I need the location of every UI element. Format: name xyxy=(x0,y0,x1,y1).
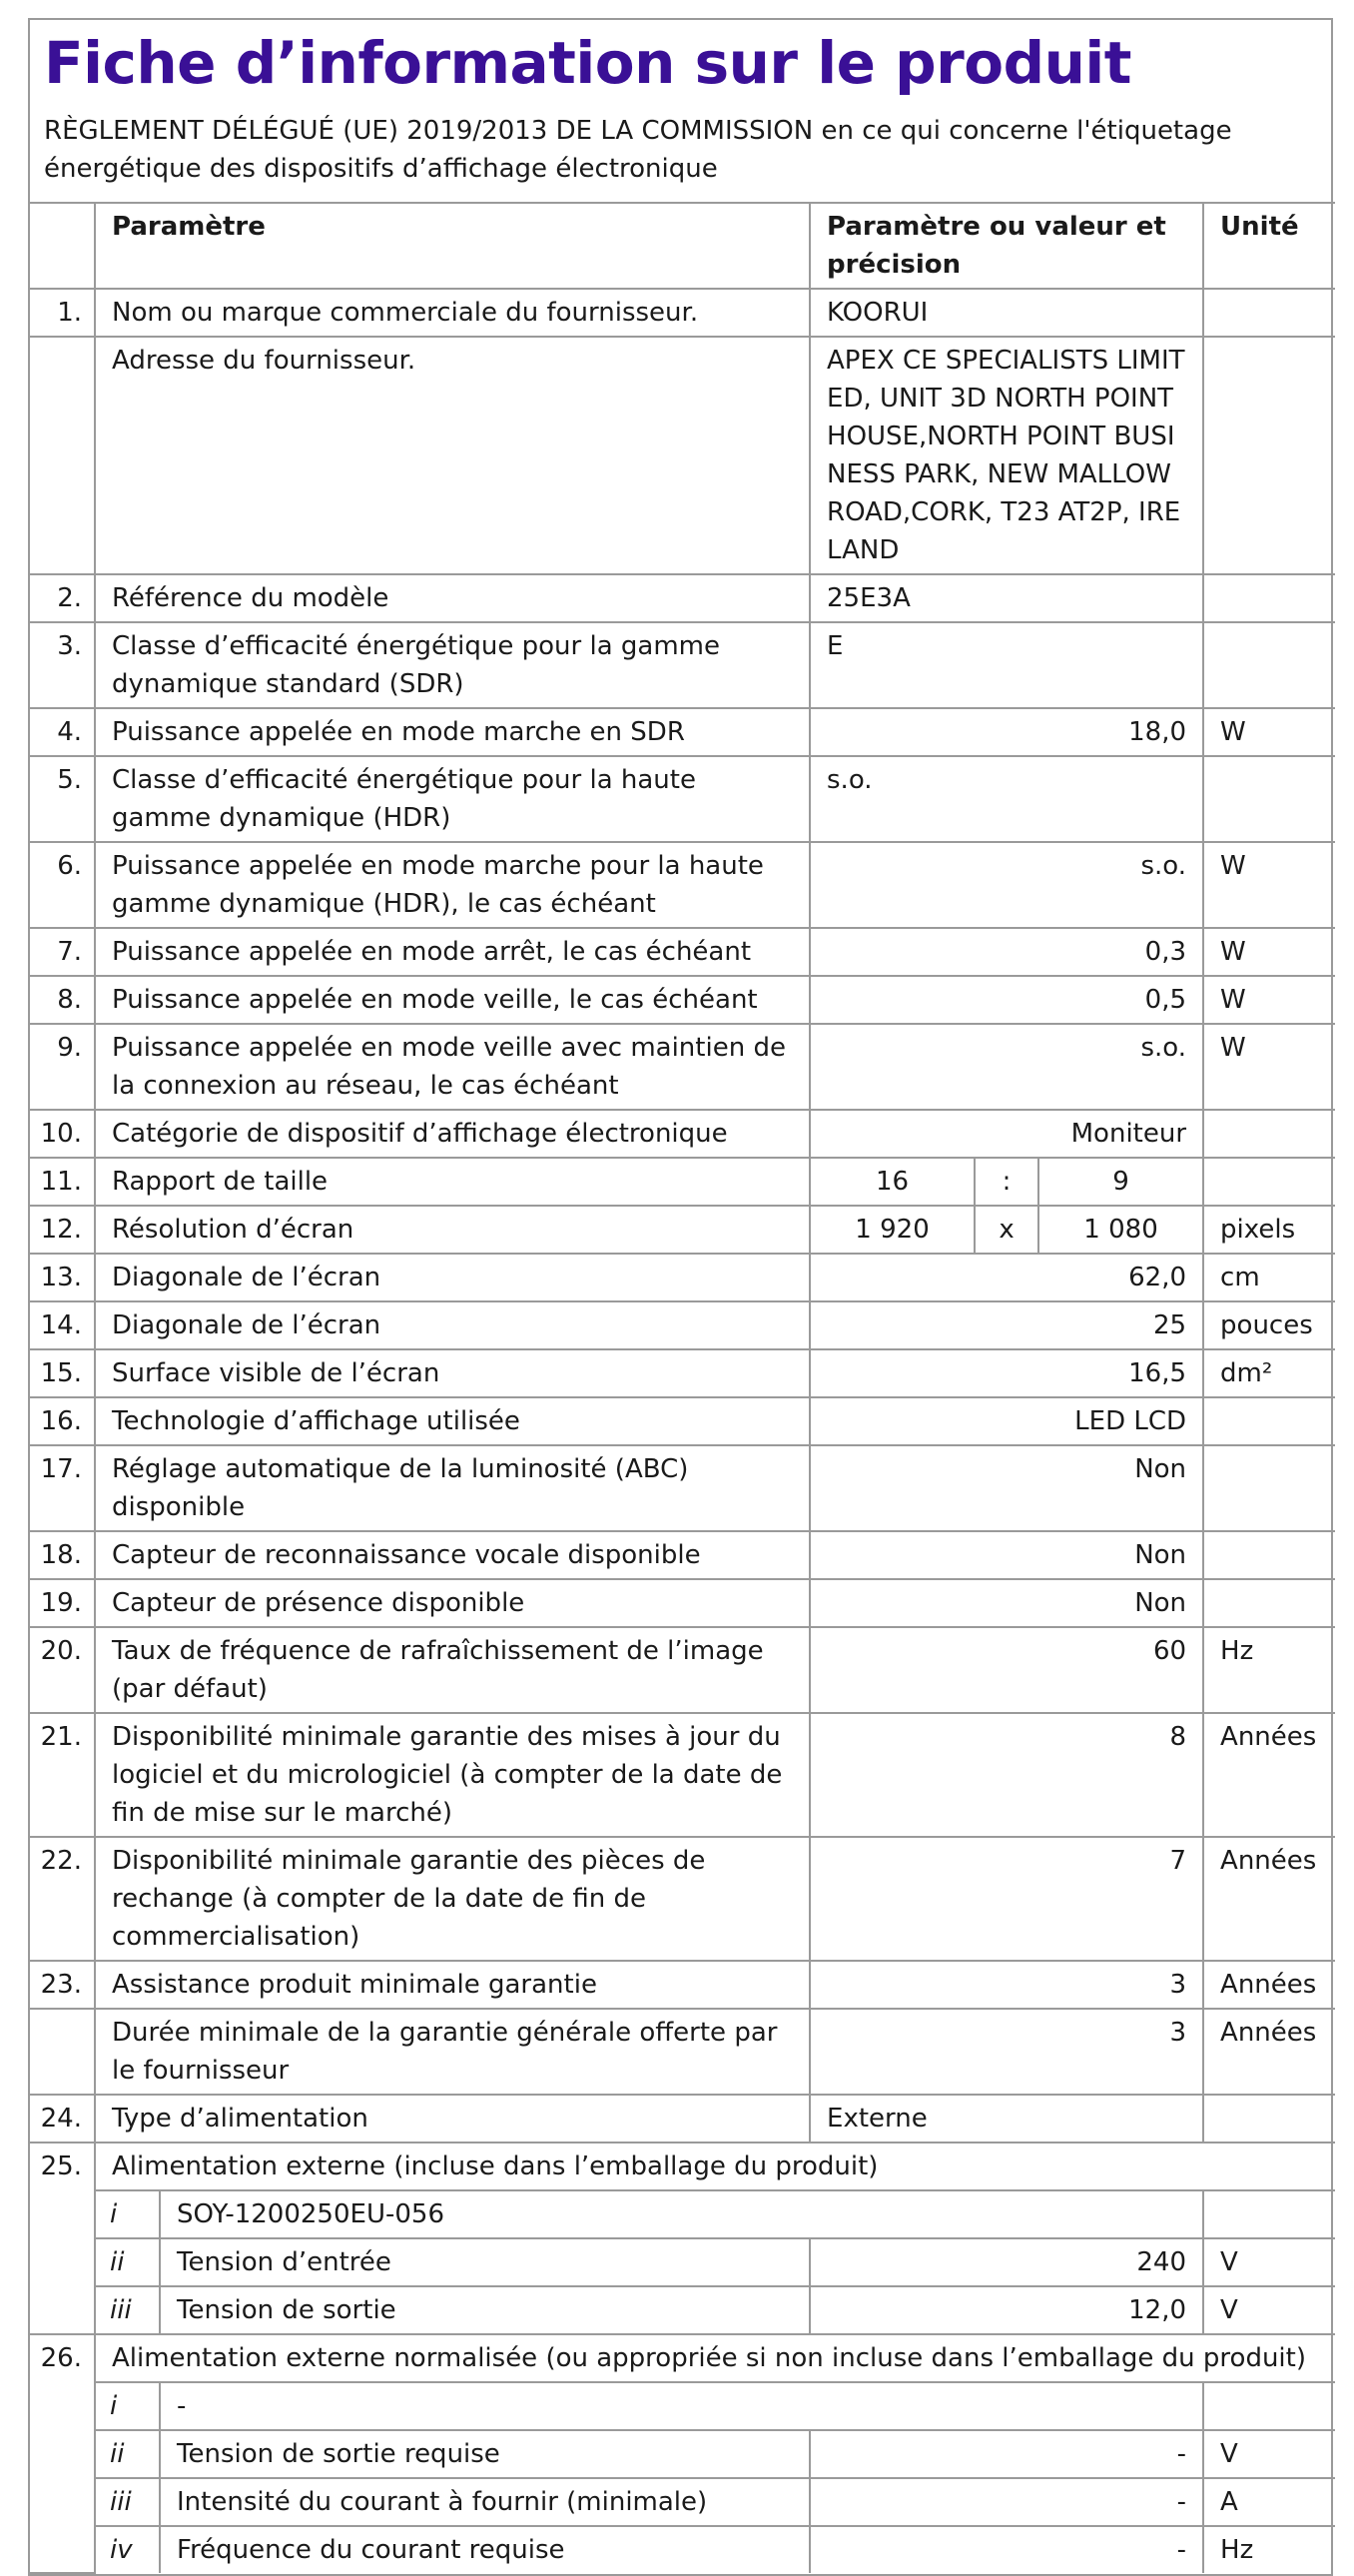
row-number xyxy=(30,2009,95,2095)
row-unit: W xyxy=(1203,976,1335,1024)
row-label: Technologie d’affichage utilisée xyxy=(95,1397,810,1445)
row-unit xyxy=(1203,1445,1335,1531)
row-number: 12. xyxy=(30,1206,95,1254)
table-row xyxy=(30,337,1335,574)
row-label: Diagonale de l’écran xyxy=(95,1254,810,1301)
sub-value: - xyxy=(810,2430,1203,2478)
row-unit xyxy=(1203,756,1335,842)
row-number: 25. xyxy=(30,2143,95,2334)
row-number: 24. xyxy=(30,2095,95,2143)
table-row xyxy=(30,574,1335,622)
table-row xyxy=(30,842,1335,928)
row-unit xyxy=(1203,622,1335,708)
row-value: Non xyxy=(810,1531,1203,1579)
row-label: Capteur de reconnaissance vocale disponible xyxy=(95,1531,810,1579)
row-label: Réglage automatique de la luminosité (ABC) disponible xyxy=(95,1445,810,1531)
row-unit xyxy=(1203,1158,1335,1206)
resolution-height: 1 080 xyxy=(1038,1206,1203,1254)
table-row xyxy=(30,1024,1335,1110)
product-info-table xyxy=(30,202,1335,2574)
row-label: Classe d’efficacité énergétique pour la gamme dynamique standard (SDR) xyxy=(95,622,810,708)
row-unit: Années xyxy=(1203,1837,1335,1961)
row-label: Classe d’efficacité énergétique pour la haute gamme dynamique (HDR) xyxy=(95,756,810,842)
row-unit: dm² xyxy=(1203,1349,1335,1397)
table-row xyxy=(30,708,1335,756)
row-number: 23. xyxy=(30,1961,95,2009)
regulation-subtitle: RÈGLEMENT DÉLÉGUÉ (UE) 2019/2013 DE LA COMMISSION en ce qui concerne l'étiquetage énergétique des dispositifs d’affichage électronique xyxy=(44,116,1232,184)
row-number: 26. xyxy=(30,2334,95,2573)
sub-value: - xyxy=(810,2478,1203,2526)
table-row xyxy=(30,1627,1335,1713)
row-number: 17. xyxy=(30,1445,95,1531)
sub-index: iii xyxy=(95,2478,160,2526)
sub-label: Tension de sortie xyxy=(160,2286,810,2334)
row-value: LED LCD xyxy=(810,1397,1203,1445)
table-row xyxy=(30,2334,1335,2382)
aspect-ratio-width: 16 xyxy=(810,1158,975,1206)
table-row xyxy=(30,1837,1335,1961)
table-subrow xyxy=(30,2430,1335,2478)
page-title: Fiche d’information sur le produit xyxy=(44,29,1132,97)
table-row xyxy=(30,1158,1335,1206)
table-row xyxy=(30,1301,1335,1349)
table-row xyxy=(30,622,1335,708)
sub-index: ii xyxy=(95,2238,160,2286)
sub-unit: V xyxy=(1203,2286,1335,2334)
sub-unit-empty xyxy=(1203,2190,1335,2238)
row-value: Externe xyxy=(810,2095,1203,2143)
row-label: Adresse du fournisseur. xyxy=(95,337,810,574)
table-row xyxy=(30,1349,1335,1397)
row-number: 20. xyxy=(30,1627,95,1713)
row-number: 7. xyxy=(30,928,95,976)
row-unit xyxy=(1203,2095,1335,2143)
sub-index: i xyxy=(95,2382,160,2430)
row-number: 13. xyxy=(30,1254,95,1301)
row-number: 16. xyxy=(30,1397,95,1445)
row-value: s.o. xyxy=(810,756,1203,842)
row-value: Non xyxy=(810,1445,1203,1531)
resolution-separator: x xyxy=(975,1206,1038,1254)
row-value: 62,0 xyxy=(810,1254,1203,1301)
header-value: Paramètre ou valeur et précision xyxy=(810,203,1203,289)
table-row xyxy=(30,1397,1335,1445)
table-row xyxy=(30,1110,1335,1158)
row-number: 10. xyxy=(30,1110,95,1158)
sub-unit: A xyxy=(1203,2478,1335,2526)
row-value: Moniteur xyxy=(810,1110,1203,1158)
resolution-width: 1 920 xyxy=(810,1206,975,1254)
row-label: Puissance appelée en mode veille avec maintien de la connexion au réseau, le cas échéant xyxy=(95,1024,810,1110)
row-label: Puissance appelée en mode marche en SDR xyxy=(95,708,810,756)
row-unit: pixels xyxy=(1203,1206,1335,1254)
header-unit: Unité xyxy=(1203,203,1335,289)
sub-unit: V xyxy=(1203,2238,1335,2286)
row-unit: Années xyxy=(1203,1713,1335,1837)
row-value: 3 xyxy=(810,1961,1203,2009)
table-row xyxy=(30,1206,1335,1254)
row-label: Nom ou marque commerciale du fournisseur. xyxy=(95,289,810,337)
row-label: Résolution d’écran xyxy=(95,1206,810,1254)
row-unit xyxy=(1203,1531,1335,1579)
sub-index: i xyxy=(95,2190,160,2238)
sub-label: Tension d’entrée xyxy=(160,2238,810,2286)
row-label: Type d’alimentation xyxy=(95,2095,810,2143)
row-number: 14. xyxy=(30,1301,95,1349)
table-row xyxy=(30,289,1335,337)
table-row xyxy=(30,1713,1335,1837)
table-row xyxy=(30,976,1335,1024)
sub-unit-empty xyxy=(1203,2382,1335,2430)
sub-unit: Hz xyxy=(1203,2526,1335,2573)
table-subrow xyxy=(30,2478,1335,2526)
row-number: 1. xyxy=(30,289,95,337)
table-row xyxy=(30,1961,1335,2009)
table-row xyxy=(30,928,1335,976)
table-row xyxy=(30,1254,1335,1301)
row-unit xyxy=(1203,1110,1335,1158)
row-label: Alimentation externe (incluse dans l’emballage du produit) xyxy=(95,2143,1335,2190)
table-row xyxy=(30,1531,1335,1579)
table-subrow xyxy=(30,2382,1335,2430)
sub-label: Intensité du courant à fournir (minimale) xyxy=(160,2478,810,2526)
row-unit xyxy=(1203,337,1335,574)
row-unit xyxy=(1203,574,1335,622)
sub-label: SOY-1200250EU-056 xyxy=(160,2190,1203,2238)
row-value: s.o. xyxy=(810,842,1203,928)
sub-index: ii xyxy=(95,2430,160,2478)
row-value: APEX CE SPECIALISTS LIMITED, UNIT 3D NORTH POINT HOUSE,NORTH POINT BUSINESS PARK, NEW MALLOW ROAD,CORK, T23 AT2P, IRELAND xyxy=(810,337,1203,574)
aspect-ratio-height: 9 xyxy=(1038,1158,1203,1206)
header-param: Paramètre xyxy=(95,203,810,289)
row-unit xyxy=(1203,1579,1335,1627)
table-row xyxy=(30,2095,1335,2143)
row-label: Disponibilité minimale garantie des pièces de rechange (à compter de la date de fin de commercialisation) xyxy=(95,1837,810,1961)
sub-label: Tension de sortie requise xyxy=(160,2430,810,2478)
sub-unit: V xyxy=(1203,2430,1335,2478)
row-number: 19. xyxy=(30,1579,95,1627)
table-subrow xyxy=(30,2190,1335,2238)
row-number: 6. xyxy=(30,842,95,928)
row-value: 25 xyxy=(810,1301,1203,1349)
row-value: 8 xyxy=(810,1713,1203,1837)
table-subrow xyxy=(30,2286,1335,2334)
row-label: Catégorie de dispositif d’affichage électronique xyxy=(95,1110,810,1158)
row-unit: W xyxy=(1203,928,1335,976)
table-row xyxy=(30,1445,1335,1531)
row-unit xyxy=(1203,289,1335,337)
row-value: 3 xyxy=(810,2009,1203,2095)
row-number: 3. xyxy=(30,622,95,708)
row-value: Non xyxy=(810,1579,1203,1627)
table-subrow xyxy=(30,2238,1335,2286)
row-unit: W xyxy=(1203,842,1335,928)
row-number xyxy=(30,337,95,574)
row-label: Puissance appelée en mode arrêt, le cas échéant xyxy=(95,928,810,976)
row-number: 4. xyxy=(30,708,95,756)
row-unit: pouces xyxy=(1203,1301,1335,1349)
row-label: Alimentation externe normalisée (ou appropriée si non incluse dans l’emballage du produit) xyxy=(95,2334,1335,2382)
row-label: Taux de fréquence de rafraîchissement de l’image (par défaut) xyxy=(95,1627,810,1713)
product-information-sheet xyxy=(28,18,1333,2576)
table-row xyxy=(30,2009,1335,2095)
row-label: Rapport de taille xyxy=(95,1158,810,1206)
sub-label: - xyxy=(160,2382,1203,2430)
row-label: Capteur de présence disponible xyxy=(95,1579,810,1627)
row-value: 0,5 xyxy=(810,976,1203,1024)
row-unit: W xyxy=(1203,708,1335,756)
table-header-row xyxy=(30,203,1335,289)
table-row xyxy=(30,1579,1335,1627)
row-unit: cm xyxy=(1203,1254,1335,1301)
row-label: Surface visible de l’écran xyxy=(95,1349,810,1397)
row-label: Référence du modèle xyxy=(95,574,810,622)
sub-index: iii xyxy=(95,2286,160,2334)
row-number: 15. xyxy=(30,1349,95,1397)
row-unit: Années xyxy=(1203,1961,1335,2009)
row-value: E xyxy=(810,622,1203,708)
row-unit xyxy=(1203,1397,1335,1445)
aspect-ratio-separator: : xyxy=(975,1158,1038,1206)
sub-value: 12,0 xyxy=(810,2286,1203,2334)
row-number: 22. xyxy=(30,1837,95,1961)
row-number: 5. xyxy=(30,756,95,842)
row-value: 18,0 xyxy=(810,708,1203,756)
row-label: Disponibilité minimale garantie des mises à jour du logiciel et du micrologiciel (à compter de la date de fin de mise sur le marché) xyxy=(95,1713,810,1837)
row-unit: W xyxy=(1203,1024,1335,1110)
row-value: s.o. xyxy=(810,1024,1203,1110)
row-value: 60 xyxy=(810,1627,1203,1713)
row-number: 18. xyxy=(30,1531,95,1579)
sub-value: - xyxy=(810,2526,1203,2573)
row-value: KOORUI xyxy=(810,289,1203,337)
row-unit: Années xyxy=(1203,2009,1335,2095)
row-value: 25E3A xyxy=(810,574,1203,622)
row-label: Assistance produit minimale garantie xyxy=(95,1961,810,2009)
row-number: 9. xyxy=(30,1024,95,1110)
row-number: 8. xyxy=(30,976,95,1024)
sub-index: iv xyxy=(95,2526,160,2573)
row-label: Puissance appelée en mode veille, le cas échéant xyxy=(95,976,810,1024)
row-value: 16,5 xyxy=(810,1349,1203,1397)
row-label: Durée minimale de la garantie générale offerte par le fournisseur xyxy=(95,2009,810,2095)
table-row xyxy=(30,756,1335,842)
row-number: 21. xyxy=(30,1713,95,1837)
header-num-cell xyxy=(30,203,95,289)
sub-label: Fréquence du courant requise xyxy=(160,2526,810,2573)
row-label: Diagonale de l’écran xyxy=(95,1301,810,1349)
row-unit: Hz xyxy=(1203,1627,1335,1713)
row-number: 2. xyxy=(30,574,95,622)
table-subrow xyxy=(30,2526,1335,2573)
row-value: 0,3 xyxy=(810,928,1203,976)
row-label: Puissance appelée en mode marche pour la haute gamme dynamique (HDR), le cas échéant xyxy=(95,842,810,928)
row-number: 11. xyxy=(30,1158,95,1206)
table-row xyxy=(30,2143,1335,2190)
sub-value: 240 xyxy=(810,2238,1203,2286)
row-value: 7 xyxy=(810,1837,1203,1961)
